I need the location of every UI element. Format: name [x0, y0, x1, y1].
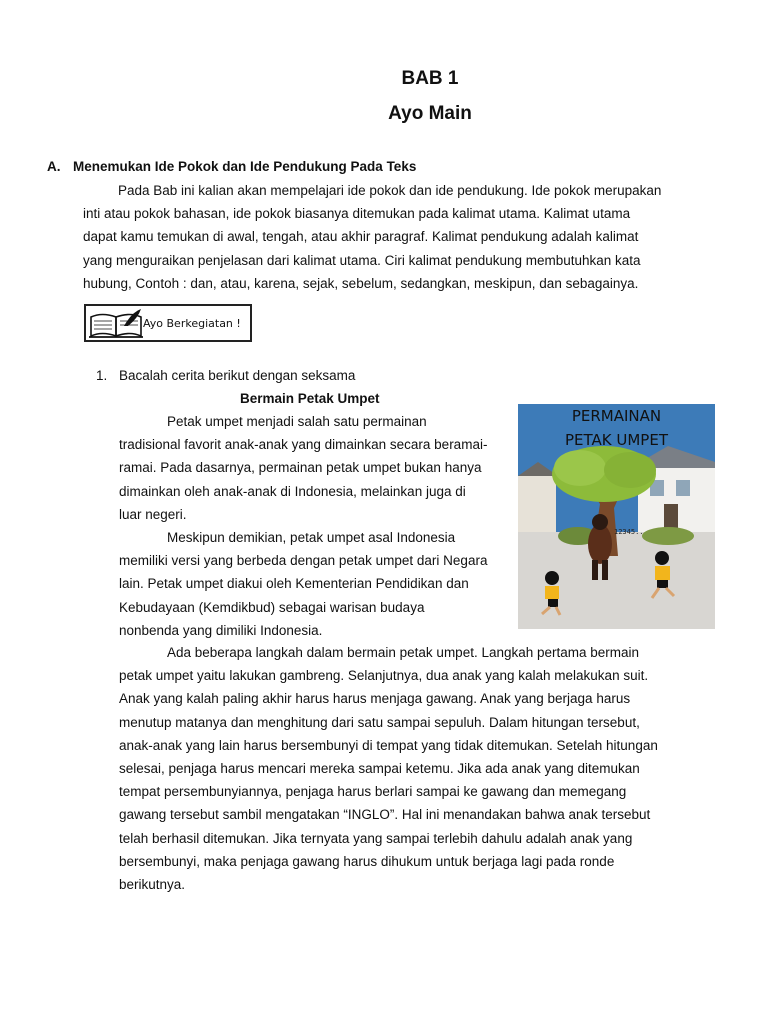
petak-umpet-illustration [518, 404, 715, 629]
intro-line: inti atau pokok bahasan, ide pokok biasanya ditemukan pada kalimat utama. Kalimat utama [83, 206, 631, 222]
story-line: selesai, penjaga harus mencari mereka sampai ketemu. Jika ada anak yang ditemukan [119, 761, 640, 777]
story-line: memiliki versi yang berbeda dengan petak umpet dari Negara [119, 553, 488, 569]
chapter-title: Ayo Main [388, 103, 472, 124]
story-paragraph-1 [119, 410, 507, 526]
illustration-title-line2: PETAK UMPET [565, 431, 668, 449]
story-line: bersembunyi, maka penjaga gawang harus dihukum untuk berjaga lagi pada ronde [119, 853, 615, 869]
story-line: lain. Petak umpet diakui oleh Kementerian Pendidikan dan [119, 576, 469, 592]
story-line: tempat persembunyiannya, penjaga harus berlari sampai ke gawang dan memegang [119, 784, 627, 800]
story-line: dimainkan oleh anak-anak di Indonesia, melainkan juga di [119, 483, 466, 499]
story-line: menutup matanya dan menghitung dari satu sampai sepuluh. Dalam hitungan tersebut, [119, 714, 640, 730]
story-line: Meskipun demikian, petak umpet asal Indonesia [167, 530, 456, 545]
illustration-count-text: 12345.. [614, 528, 644, 536]
activity-badge [84, 304, 252, 342]
story-line: petak umpet yaitu lakukan gambreng. Selanjutnya, dua anak yang kalah melakukan suit. [119, 668, 649, 684]
story-line: Anak yang kalah paling akhir harus harus menjaga gawang. Anak yang berjaga harus [119, 691, 631, 707]
story-line: ramai. Pada dasarnya, permainan petak umpet bukan hanya [119, 460, 482, 476]
story-line: tradisional favorit anak-anak yang dimainkan secara beramai- [119, 437, 488, 453]
story-line: anak-anak yang lain harus bersembunyi di tempat yang tidak ditemukan. Setelah hitungan [119, 737, 658, 753]
story-line: berikutnya. [119, 877, 186, 893]
book-quill-icon [88, 308, 146, 340]
task-instruction: Bacalah cerita berikut dengan seksama [119, 368, 356, 383]
story-line: Ada beberapa langkah dalam bermain petak umpet. Langkah pertama bermain [167, 645, 640, 660]
chapter-number: BAB 1 [401, 68, 459, 89]
illustration-title-line1: PERMAINAN [571, 407, 662, 425]
intro-line: dapat kamu temukan di awal, tengah, atau akhir paragraf. Kalimat pendukung adalah kalimat [83, 229, 639, 245]
story-paragraph-2 [119, 526, 507, 642]
story-paragraph-3 [119, 641, 694, 896]
section-heading: Menemukan Ide Pokok dan Ide Pendukung Pada Teks [73, 159, 417, 174]
intro-paragraph [83, 179, 694, 295]
story-line: nonbenda yang dimiliki Indonesia. [119, 622, 323, 638]
story-line: Kebudayaan (Kemdikbud) sebagai warisan budaya [119, 599, 425, 615]
intro-line: yang menguraikan penjelasan dari kalimat utama. Ciri kalimat pendukung membutuhkan kata [83, 252, 641, 268]
task-number: 1. [96, 368, 108, 383]
story-line: Petak umpet menjadi salah satu permainan [167, 414, 427, 429]
story-line: telah berhasil ditemukan. Jika ternyata yang sampai terlebih dahulu adalah anak yang [119, 830, 633, 846]
intro-line: hubung, Contoh : dan, atau, karena, sejak, sebelum, sedangkan, meskipun, dan sebagainya. [83, 275, 639, 291]
intro-line: Pada Bab ini kalian akan mempelajari ide pokok dan ide pendukung. Ide pokok merupakan [118, 183, 662, 198]
section-marker: A. [47, 159, 61, 174]
story-line: gawang tersebut sambil mengatakan “INGLO”. Hal ini menandakan bahwa anak tersebut [119, 807, 651, 823]
story-title: Bermain Petak Umpet [240, 391, 380, 406]
activity-badge-label: Ayo Berkegiatan ! [143, 317, 241, 330]
story-line: luar negeri. [119, 506, 187, 522]
